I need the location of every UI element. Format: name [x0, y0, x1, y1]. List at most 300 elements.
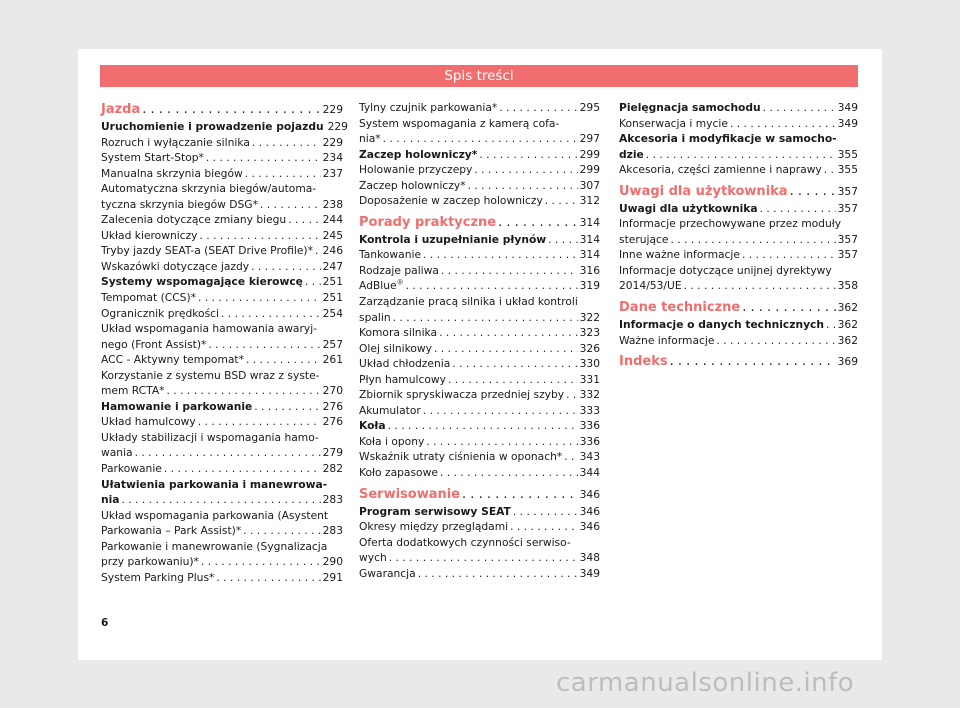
dot-leader	[566, 387, 577, 403]
toc-entry[interactable]	[619, 333, 858, 349]
toc-page-number: 276	[322, 399, 343, 413]
toc-entry-label	[101, 212, 286, 228]
page-number: 6	[101, 617, 109, 629]
toc-entry-label	[101, 492, 119, 508]
toc-entry-label	[359, 372, 446, 388]
toc-entry[interactable]	[101, 212, 343, 228]
toc-entry-label	[101, 570, 214, 586]
toc-entry-label-text: przy parkowaniu)*	[101, 555, 199, 569]
toc-entry[interactable]	[619, 232, 858, 248]
toc-page-number: 362	[837, 318, 858, 332]
dot-leader	[388, 418, 578, 434]
toc-entry-label	[101, 228, 198, 244]
watermark: carmanualsonline.info	[556, 668, 855, 698]
toc-entry-label	[619, 352, 668, 371]
dot-leader	[474, 162, 577, 178]
toc-section[interactable]	[101, 119, 348, 135]
toc-page-number: 247	[322, 259, 343, 273]
toc-entry-label	[101, 352, 244, 368]
toc-entry-label	[101, 166, 243, 182]
toc-page-number: 331	[579, 372, 600, 386]
toc-entry-label-text: spalin	[359, 310, 391, 324]
toc-entry-label	[619, 298, 740, 317]
toc-entry-label-text: Inne ważne informacje	[619, 248, 740, 262]
toc-section[interactable]	[359, 232, 600, 248]
toc-page-number: 299	[579, 147, 600, 161]
toc-entry-label-text: Wskazówki dotyczące jazdy	[101, 259, 250, 273]
toc-entry-label	[359, 550, 387, 566]
toc-section[interactable]	[619, 317, 858, 333]
toc-entry-label-text: Systemy wspomagające kierowcę	[101, 275, 303, 289]
dot-leader	[252, 135, 321, 151]
toc-entry[interactable]	[101, 337, 343, 353]
toc-entry-label-text: Płyn hamulcowy	[359, 372, 446, 386]
toc-entry-text: Akcesoria i modyfikacje w samocho-	[619, 132, 837, 146]
toc-section[interactable]	[359, 147, 600, 163]
toc-entry-label-text: Koło zapasowe	[359, 466, 438, 480]
toc-entry[interactable]	[101, 259, 343, 275]
toc-page-number: 279	[322, 446, 343, 460]
dot-leader	[498, 213, 577, 232]
dot-leader	[670, 352, 836, 371]
toc-entry-label-text: Wskaźnik utraty ciśnienia w oponach*	[359, 450, 563, 464]
toc-page-number: 355	[837, 147, 858, 161]
dot-leader	[826, 317, 836, 333]
toc-entry-label-text: Konserwacja i mycie	[619, 116, 728, 130]
toc-entry[interactable]	[101, 352, 343, 368]
toc-entry-label	[619, 333, 714, 349]
toc-entry[interactable]	[359, 310, 600, 326]
dot-leader	[201, 554, 321, 570]
toc-column-3	[619, 100, 858, 371]
dot-leader	[315, 243, 321, 259]
toc-entry[interactable]	[359, 403, 600, 419]
toc-page-number: 312	[579, 194, 600, 208]
toc-entry-label-text: Układ chłodzenia	[359, 357, 451, 371]
toc-page-number: 237	[322, 166, 343, 180]
toc-entry-label-text: Holowanie przyczepy	[359, 163, 473, 177]
toc-entry-label	[101, 445, 133, 461]
dot-leader	[418, 566, 578, 582]
dot-leader	[200, 228, 321, 244]
dot-leader	[246, 352, 321, 368]
dot-leader	[545, 193, 578, 209]
toc-entry[interactable]	[619, 247, 858, 263]
dot-leader	[730, 116, 836, 132]
toc-entry[interactable]	[101, 445, 343, 461]
toc-column-1	[101, 100, 348, 585]
toc-entry-label-text: Koła i opony	[359, 434, 425, 448]
toc-entry-label	[101, 337, 206, 353]
toc-entry-label-text: 2014/53/UE	[619, 279, 682, 293]
toc-entry-label-text: Zaczep holowniczy*	[359, 178, 466, 192]
dot-leader	[305, 274, 321, 290]
toc-entry-label-text: Porady praktyczne	[359, 214, 497, 230]
toc-page-number: 319	[579, 279, 600, 293]
toc-entry-text: System wspomagania z kamerą cofa-	[359, 116, 560, 130]
toc-entry[interactable]	[359, 550, 600, 566]
toc-entry[interactable]	[101, 461, 343, 477]
toc-entry-label-text: wania	[101, 446, 133, 460]
toc-entry-label-text: Doposażenie w zaczep holowniczy	[359, 194, 543, 208]
toc-chapter[interactable]	[101, 100, 343, 119]
toc-chapter[interactable]	[619, 352, 858, 371]
toc-entry-label-text: Tylny czujnik parkowania*	[359, 101, 498, 114]
toc-page-number: 362	[837, 333, 858, 347]
toc-page-number: 357	[837, 201, 858, 215]
dot-leader	[243, 523, 320, 539]
toc-entry-label	[359, 485, 460, 504]
toc-entry-text: Informacje dotyczące unijnej dyrektywy	[619, 263, 832, 277]
toc-entry[interactable]	[359, 356, 600, 372]
toc-entry-label	[101, 100, 140, 119]
toc-entry[interactable]	[101, 554, 343, 570]
dot-leader	[406, 278, 578, 294]
dot-leader	[468, 178, 578, 194]
toc-entry-label	[359, 387, 564, 403]
toc-entry-text: Ułatwienia parkowania i manewrowa-	[101, 477, 328, 491]
toc-entry[interactable]	[101, 414, 343, 430]
toc-entry[interactable]	[619, 278, 858, 294]
toc-entry-label	[101, 290, 196, 306]
toc-entry-label	[101, 523, 241, 539]
dot-leader	[423, 403, 578, 419]
toc-page-number: 355	[837, 163, 858, 177]
toc-entry[interactable]	[359, 162, 600, 178]
toc-entry-label-text: Zbiornik spryskiwacza przedniej szyby	[359, 388, 565, 402]
toc-page-number: 343	[579, 450, 600, 464]
toc-page-number: 299	[579, 163, 600, 177]
dot-leader	[389, 550, 578, 566]
toc-chapter[interactable]	[359, 213, 600, 232]
toc-entry-label	[101, 150, 204, 166]
toc-entry[interactable]	[359, 193, 600, 209]
toc-entry-label-text: Rodzaje paliwa	[359, 263, 439, 277]
toc-entry-label-text: nego (Front Assist)*	[101, 337, 207, 351]
toc-entry-label-text: Układ hamulcowy	[101, 415, 196, 429]
toc-chapter[interactable]	[619, 182, 858, 201]
toc-entry[interactable]	[359, 325, 600, 341]
toc-page-number: 323	[579, 326, 600, 340]
toc-entry-label	[101, 383, 165, 399]
dot-leader	[564, 449, 577, 465]
toc-entry-label	[359, 213, 496, 232]
toc-page-number: 270	[322, 384, 343, 398]
toc-section[interactable]	[101, 274, 343, 290]
toc-page-number: 238	[322, 197, 343, 211]
dot-leader	[383, 131, 578, 147]
toc-entry-label-text: Serwisowanie	[359, 486, 461, 502]
toc-section[interactable]	[359, 504, 600, 520]
toc-entry-label	[101, 414, 196, 430]
dot-leader	[135, 445, 321, 461]
page-title: Spis treści	[100, 65, 858, 87]
toc-entry-text: Oferta dodatkowych czynności serwiso-	[359, 535, 571, 549]
toc-entry-label	[359, 147, 477, 163]
toc-entry-label	[359, 325, 437, 341]
toc-entry[interactable]	[101, 290, 343, 306]
toc-entry-label	[359, 247, 421, 263]
toc-section[interactable]	[619, 147, 858, 163]
toc-page-number: 336	[579, 434, 600, 448]
dot-leader	[245, 166, 321, 182]
toc-entry[interactable]	[101, 166, 343, 182]
dot-leader	[716, 333, 835, 349]
toc-entry[interactable]	[101, 243, 343, 259]
toc-entry-label-text: Manualna skrzynia biegów	[101, 166, 243, 180]
toc-entry-label	[619, 247, 740, 263]
toc-page-number: 357	[837, 184, 858, 198]
toc-entry[interactable]	[359, 263, 600, 279]
toc-page-number: 283	[322, 524, 343, 538]
toc-entry-label-text: Pielęgnacja samochodu	[619, 101, 761, 114]
toc-entry[interactable]	[101, 135, 343, 151]
toc-page-number: 246	[322, 244, 343, 258]
toc-chapter[interactable]	[359, 485, 600, 504]
dot-leader	[646, 147, 836, 163]
toc-page-number: 257	[322, 337, 343, 351]
toc-entry-label-text: nia	[101, 493, 120, 507]
toc-entry-label-text: Parkowanie	[101, 462, 162, 476]
toc-entry-label	[359, 449, 562, 465]
toc-page-number: 336	[579, 419, 600, 433]
toc-entry-text: Układ wspomagania parkowania (Asystent	[101, 508, 329, 522]
toc-entry-label	[359, 434, 424, 450]
toc-entry-label-text: Zaczep holowniczy*	[359, 147, 478, 161]
toc-entry-label-text: Dane techniczne	[619, 300, 741, 316]
toc-page-number: 229	[327, 120, 348, 133]
toc-page-number: 330	[579, 357, 600, 371]
toc-entry-label-text: dzie	[619, 147, 644, 161]
toc-entry[interactable]	[619, 116, 858, 132]
toc-chapter[interactable]	[619, 298, 858, 317]
dot-leader	[260, 197, 321, 213]
dot-leader	[216, 570, 320, 586]
toc-entry-label-text: Tryby jazdy SEAT-a (SEAT Drive Profile)*	[101, 244, 313, 258]
dot-leader	[452, 356, 577, 372]
toc-page-number: 314	[579, 215, 600, 229]
toc-page-number: 291	[322, 570, 343, 584]
dot-leader	[441, 263, 578, 279]
toc-entry-label	[359, 278, 404, 294]
toc-entry-label-text: Akumulator	[359, 403, 421, 417]
toc-entry[interactable]	[101, 570, 343, 586]
toc-entry[interactable]	[101, 306, 343, 322]
toc-entry-label-text: System Parking Plus*	[101, 570, 215, 584]
toc-entry-label	[359, 465, 438, 481]
toc-section[interactable]	[101, 399, 343, 415]
toc-entry-label	[619, 278, 682, 294]
toc-entry-label	[619, 317, 824, 333]
toc-entry-label-text: Ważne informacje	[619, 333, 715, 347]
toc-entry-label-text: Tankowanie	[359, 248, 422, 262]
toc-page-number: 349	[837, 101, 858, 114]
toc-page-number: 295	[579, 101, 600, 114]
toc-page-number: 276	[322, 415, 343, 429]
dot-leader	[684, 278, 836, 294]
dot-leader	[824, 162, 836, 178]
toc-entry-label-text: Jazda	[101, 102, 141, 117]
toc-page-number: 349	[837, 116, 858, 130]
toc-entry-label	[359, 178, 466, 194]
toc-entry-label	[101, 119, 324, 135]
toc-entry[interactable]	[101, 523, 343, 539]
toc-entry-label	[359, 232, 546, 248]
toc-entry-label	[359, 310, 391, 326]
toc-entry-label	[359, 131, 381, 147]
dot-leader	[510, 519, 578, 535]
toc-entry-label-text: Zalecenia dotyczące zmiany biegu	[101, 213, 287, 227]
dot-leader	[763, 100, 836, 116]
dot-leader	[206, 150, 321, 166]
toc-entry[interactable]	[359, 278, 600, 294]
toc-page-number: 333	[579, 403, 600, 417]
toc-entry-label-text: Rozruch i wyłączanie silnika	[101, 135, 250, 149]
toc-entry-label	[101, 554, 199, 570]
toc-page-number: 229	[322, 135, 343, 149]
toc-entry-label-text: AdBlue	[359, 279, 397, 293]
dot-leader	[142, 100, 320, 119]
dot-leader	[440, 465, 578, 481]
toc-entry-label	[101, 259, 249, 275]
dot-leader	[742, 298, 835, 317]
toc-entry[interactable]	[359, 519, 600, 535]
toc-entry-label	[359, 566, 416, 582]
dot-leader	[760, 201, 836, 217]
dot-leader	[548, 232, 577, 248]
dot-leader	[670, 232, 835, 248]
dot-leader	[164, 461, 321, 477]
toc-page-number: 322	[579, 310, 600, 324]
dot-leader	[208, 337, 320, 353]
toc-page-number: 314	[579, 232, 600, 246]
toc-entry-label	[359, 519, 508, 535]
dot-leader	[434, 341, 578, 357]
registered-mark: ®	[396, 278, 404, 287]
toc-entry-label-text: Parkowania – Park Assist)*	[101, 524, 242, 538]
toc-section[interactable]	[619, 100, 858, 116]
toc-section[interactable]	[359, 418, 600, 434]
toc-page-number: 290	[322, 555, 343, 569]
toc-entry-text: Parkowanie i manewrowanie (Sygnalizacja	[101, 539, 328, 553]
dot-leader	[221, 306, 321, 322]
toc-page-number: 251	[322, 275, 343, 289]
toc-entry[interactable]	[359, 449, 600, 465]
toc-entry-label	[359, 193, 543, 209]
toc-page-number: 369	[837, 355, 858, 369]
toc-entry-label-text: mem RCTA*	[101, 384, 165, 398]
toc-page-number: 282	[322, 462, 343, 476]
toc-entry[interactable]	[359, 131, 600, 147]
toc-page-number: 346	[579, 520, 600, 534]
toc-entry[interactable]	[359, 178, 600, 194]
toc-entry[interactable]	[101, 150, 343, 166]
toc-entry-label-text: ACC - Aktywny tempomat*	[101, 353, 244, 367]
toc-page-number: 332	[579, 388, 600, 402]
dot-leader	[423, 247, 578, 263]
toc-entry-label-text: Informacje o danych technicznych	[619, 318, 824, 332]
toc-entry-label-text: Hamowanie i parkowanie	[101, 399, 253, 413]
toc-section[interactable]	[101, 492, 343, 508]
toc-page-number: 229	[322, 103, 343, 116]
toc-page-number: 254	[322, 306, 343, 320]
toc-page-number: 314	[579, 248, 600, 262]
toc-entry-label	[619, 201, 758, 217]
dot-leader	[448, 372, 578, 388]
toc-section[interactable]	[619, 201, 858, 217]
toc-page-number: 362	[837, 301, 858, 315]
toc-page-number: 357	[837, 232, 858, 246]
toc-entry-label	[619, 147, 644, 163]
toc-entry-text: Automatyczna skrzynia biegów/automa-	[101, 182, 317, 196]
toc-page-number: 357	[837, 248, 858, 262]
dot-leader	[254, 399, 320, 415]
toc-entry-label	[359, 504, 511, 520]
toc-page-number: 244	[322, 213, 343, 227]
toc-entry[interactable]	[359, 566, 600, 582]
toc-entry[interactable]	[359, 341, 600, 357]
toc-entry-label-text: Okresy między przeglądami	[359, 520, 509, 534]
toc-entry-label	[101, 243, 313, 259]
toc-entry-label-text: Olej silnikowy	[359, 341, 432, 355]
dot-leader	[167, 383, 321, 399]
toc-entry-label-text: Indeks	[619, 354, 668, 370]
toc-entry[interactable]	[359, 100, 600, 116]
toc-entry-label	[359, 356, 450, 372]
toc-page-number: 346	[579, 487, 600, 501]
dot-leader	[288, 212, 320, 228]
toc-page-number: 245	[322, 228, 343, 242]
toc-entry-label	[619, 162, 822, 178]
toc-page-number: 251	[322, 291, 343, 305]
toc-entry-label-text: wych	[359, 551, 387, 565]
toc-page-number: 234	[322, 151, 343, 165]
toc-page-number: 346	[579, 504, 600, 518]
toc-entry-label-text: nia*	[359, 132, 381, 146]
toc-page-number: 348	[579, 551, 600, 565]
toc-entry[interactable]	[359, 247, 600, 263]
toc-entry-label	[359, 403, 421, 419]
dot-leader	[393, 310, 578, 326]
toc-entry[interactable]	[619, 162, 858, 178]
toc-entry-label-text: Kontrola i uzupełnianie płynów	[359, 232, 547, 246]
toc-entry-label	[101, 306, 219, 322]
toc-entry[interactable]	[101, 228, 343, 244]
toc-entry[interactable]	[359, 434, 600, 450]
toc-entry-label-text: Uwagi dla użytkownika	[619, 183, 788, 199]
toc-entry[interactable]	[359, 465, 600, 481]
dot-leader	[479, 147, 577, 163]
toc-entry-label-text: Komora silnika	[359, 326, 438, 340]
toc-page-number: 283	[322, 493, 343, 507]
toc-entry-text: Informacje przechowywane przez moduły	[619, 217, 842, 231]
toc-entry-label	[101, 135, 250, 151]
toc-page-number: 297	[579, 132, 600, 146]
dot-leader	[198, 290, 321, 306]
toc-entry[interactable]	[101, 383, 343, 399]
toc-entry[interactable]	[101, 197, 343, 213]
toc-entry-label	[359, 100, 497, 116]
toc-entry-label-text: Program serwisowy SEAT	[359, 504, 511, 518]
toc-entry-label	[101, 274, 303, 290]
toc-entry[interactable]	[359, 372, 600, 388]
dot-leader	[790, 182, 836, 201]
toc-entry-label-text: Ogranicznik prędkości	[101, 306, 219, 320]
toc-page-number: 307	[579, 178, 600, 192]
toc-entry-label	[359, 418, 386, 434]
toc-entry-label	[619, 232, 668, 248]
toc-entry[interactable]	[359, 387, 600, 403]
